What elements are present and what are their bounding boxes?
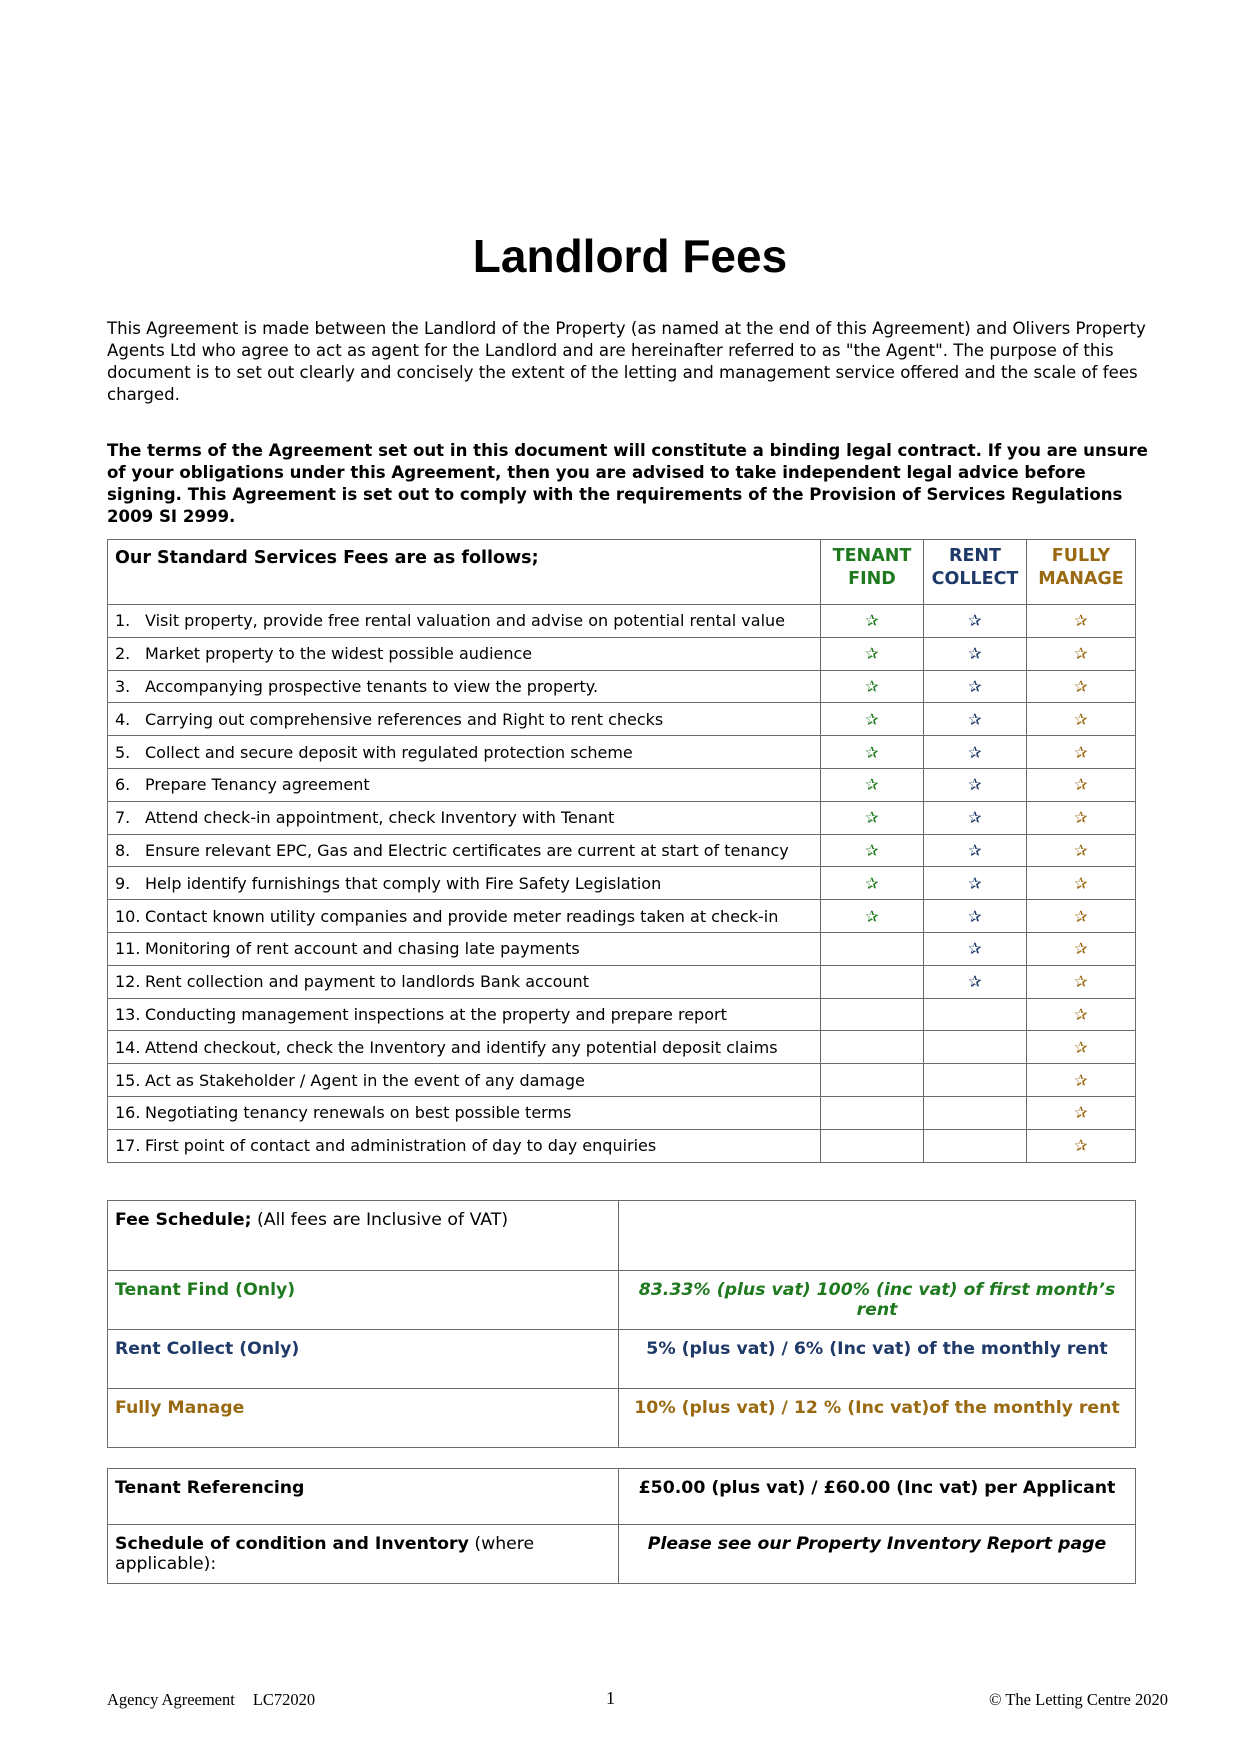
fee-schedule-heading-bold: Fee Schedule;: [115, 1210, 252, 1230]
fee-label-tenant-find: Tenant Find (Only): [108, 1271, 619, 1330]
services-header-row: [108, 540, 1136, 605]
cell-rent-collect: [924, 637, 1027, 670]
cell-rent-collect: [924, 998, 1027, 1031]
star-icon: ✰: [968, 742, 982, 762]
fee-schedule-heading-note: (All fees are Inclusive of VAT): [251, 1210, 509, 1230]
service-number: 13.: [115, 1004, 141, 1024]
service-description: [108, 1129, 821, 1162]
cell-tenant-find: [821, 900, 924, 933]
cell-tenant-find: [821, 1031, 924, 1064]
service-description: [108, 605, 821, 638]
star-icon: ✰: [1074, 808, 1088, 828]
star-icon: ✰: [1074, 840, 1088, 860]
service-text: Conducting management inspections at the property and prepare report: [145, 1004, 727, 1024]
star-icon: ✰: [865, 808, 879, 828]
service-row: [108, 637, 1136, 670]
fee-schedule-table: [107, 1200, 1136, 1448]
cell-rent-collect: [924, 1031, 1027, 1064]
cell-rent-collect: [924, 900, 1027, 933]
service-row: [108, 867, 1136, 900]
cell-fully-manage: [1027, 834, 1136, 867]
star-icon: ✰: [865, 775, 879, 795]
star-icon: ✰: [968, 906, 982, 926]
cell-tenant-find: [821, 605, 924, 638]
cell-tenant-find: [821, 670, 924, 703]
footer-doc-code: LC72020: [252, 1690, 316, 1709]
service-number: 10.: [115, 906, 141, 926]
star-icon: ✰: [1074, 1037, 1088, 1057]
service-row: [108, 965, 1136, 998]
service-row: [108, 801, 1136, 834]
service-text: Market property to the widest possible audience: [145, 644, 533, 664]
cell-fully-manage: [1027, 867, 1136, 900]
inventory-label: [108, 1525, 619, 1584]
star-icon: ✰: [865, 611, 879, 631]
cell-tenant-find: [821, 1096, 924, 1129]
referencing-label: Tenant Referencing: [108, 1469, 619, 1525]
service-number: 2.: [115, 644, 131, 664]
star-icon: ✰: [968, 840, 982, 860]
service-description: [108, 998, 821, 1031]
cell-tenant-find: [821, 834, 924, 867]
terms-paragraph: The terms of the Agreement set out in this document will constitute a binding legal contract. If you are unsure of your obligations under this Agreement, then you are advised to take independent legal advice before signing. This Agreement is set out to comply with the requirements of the Provision of Services Regulations 2009 SI 2999.: [107, 441, 1148, 526]
service-row: [108, 670, 1136, 703]
fee-value-tenant-find: 83.33% (plus vat) 100% (inc vat) of first month’s rent: [619, 1271, 1136, 1330]
extra-fees-table: [107, 1468, 1136, 1584]
service-number: 17.: [115, 1136, 141, 1156]
star-icon: ✰: [865, 873, 879, 893]
cell-fully-manage: [1027, 801, 1136, 834]
service-description: [108, 867, 821, 900]
col-rent-collect: [924, 540, 1027, 605]
fee-value-fully-manage: 10% (plus vat) / 12 % (Inc vat)of the monthly rent: [619, 1389, 1136, 1448]
service-description: [108, 801, 821, 834]
service-number: 7.: [115, 808, 131, 828]
page-title: Landlord Fees: [472, 230, 788, 282]
fee-schedule-header-row: [108, 1201, 1136, 1271]
service-text: Attend checkout, check the Inventory and identify any potential deposit claims: [145, 1037, 778, 1057]
star-icon: ✰: [1074, 742, 1088, 762]
cell-tenant-find: [821, 637, 924, 670]
star-icon: ✰: [865, 644, 879, 664]
star-icon: ✰: [865, 840, 879, 860]
star-icon: ✰: [1074, 676, 1088, 696]
col-fully-manage-line1: FULLY: [1051, 546, 1111, 566]
star-icon: ✰: [1074, 1136, 1088, 1156]
cell-fully-manage: [1027, 637, 1136, 670]
star-icon: ✰: [1074, 873, 1088, 893]
cell-rent-collect: [924, 801, 1027, 834]
star-icon: ✰: [1074, 644, 1088, 664]
referencing-value: £50.00 (plus vat) / £60.00 (Inc vat) per Applicant: [619, 1469, 1136, 1525]
service-number: 1.: [115, 611, 131, 631]
cell-tenant-find: [821, 736, 924, 769]
service-description: [108, 965, 821, 998]
service-row: [108, 1031, 1136, 1064]
services-table: [107, 539, 1136, 1163]
service-text: Act as Stakeholder / Agent in the event of any damage: [145, 1070, 585, 1090]
fee-row-fully-manage: [108, 1389, 1136, 1448]
star-icon: ✰: [865, 742, 879, 762]
star-icon: ✰: [1074, 906, 1088, 926]
star-icon: ✰: [1074, 972, 1088, 992]
cell-rent-collect: [924, 703, 1027, 736]
star-icon: ✰: [968, 775, 982, 795]
service-description: [108, 703, 821, 736]
service-row: [108, 703, 1136, 736]
service-text: Rent collection and payment to landlords Bank account: [145, 972, 589, 992]
cell-tenant-find: [821, 867, 924, 900]
service-description: [108, 900, 821, 933]
service-number: 6.: [115, 775, 131, 795]
intro-paragraph: This Agreement is made between the Landlord of the Property (as named at the end of this Agreement) and Olivers Property Agents Ltd who agree to act as agent for the Landlord and are hereinafter referred to as "the Agent". The purpose of this document is to set out clearly and concisely the extent of the letting and management service offered and the scale of fees charged.: [107, 319, 1146, 404]
service-number: 14.: [115, 1037, 141, 1057]
service-number: 12.: [115, 972, 141, 992]
cell-fully-manage: [1027, 1096, 1136, 1129]
cell-rent-collect: [924, 736, 1027, 769]
cell-fully-manage: [1027, 1064, 1136, 1097]
service-description: [108, 1064, 821, 1097]
service-row: [108, 1129, 1136, 1162]
inventory-value: Please see our Property Inventory Report page: [619, 1525, 1136, 1584]
col-fully-manage: [1027, 540, 1136, 605]
service-text: Negotiating tenancy renewals on best possible terms: [145, 1103, 572, 1123]
service-description: [108, 736, 821, 769]
service-number: 16.: [115, 1103, 141, 1123]
service-text: Prepare Tenancy agreement: [145, 775, 370, 795]
service-row: [108, 834, 1136, 867]
star-icon: ✰: [968, 939, 982, 959]
cell-rent-collect: [924, 670, 1027, 703]
service-row: [108, 932, 1136, 965]
cell-tenant-find: [821, 1129, 924, 1162]
cell-fully-manage: [1027, 703, 1136, 736]
cell-rent-collect: [924, 1096, 1027, 1129]
cell-tenant-find: [821, 768, 924, 801]
star-icon: ✰: [968, 873, 982, 893]
cell-fully-manage: [1027, 605, 1136, 638]
star-icon: ✰: [1074, 775, 1088, 795]
footer-page-number: 1: [606, 1688, 615, 1708]
service-text: Carrying out comprehensive references and Right to rent checks: [145, 709, 664, 729]
star-icon: ✰: [968, 709, 982, 729]
service-number: 5.: [115, 742, 131, 762]
fee-label-rent-collect: Rent Collect (Only): [108, 1330, 619, 1389]
cell-rent-collect: [924, 834, 1027, 867]
service-number: 4.: [115, 709, 131, 729]
inventory-label-note: (where applicable):: [115, 1534, 535, 1574]
cell-rent-collect: [924, 932, 1027, 965]
service-row: [108, 605, 1136, 638]
service-number: 15.: [115, 1070, 141, 1090]
cell-rent-collect: [924, 867, 1027, 900]
service-number: 9.: [115, 873, 131, 893]
star-icon: ✰: [968, 676, 982, 696]
fee-schedule-empty-cell: [619, 1201, 1136, 1271]
cell-rent-collect: [924, 605, 1027, 638]
service-text: Contact known utility companies and provide meter readings taken at check-in: [145, 906, 779, 926]
service-text: Visit property, provide free rental valuation and advise on potential rental value: [145, 611, 785, 631]
footer-left: [107, 1690, 315, 1710]
cell-tenant-find: [821, 1064, 924, 1097]
service-description: [108, 768, 821, 801]
service-text: Help identify furnishings that comply with Fire Safety Legislation: [145, 873, 662, 893]
cell-fully-manage: [1027, 965, 1136, 998]
service-description: [108, 932, 821, 965]
fee-label-fully-manage: Fully Manage: [108, 1389, 619, 1448]
service-description: [108, 670, 821, 703]
fee-value-rent-collect: 5% (plus vat) / 6% (Inc vat) of the monthly rent: [619, 1330, 1136, 1389]
service-text: Monitoring of rent account and chasing late payments: [145, 939, 580, 959]
star-icon: ✰: [865, 709, 879, 729]
cell-fully-manage: [1027, 768, 1136, 801]
col-rent-collect-line1: RENT: [948, 546, 1001, 566]
service-row: [108, 736, 1136, 769]
star-icon: ✰: [968, 611, 982, 631]
cell-tenant-find: [821, 932, 924, 965]
service-number: 8.: [115, 840, 131, 860]
cell-fully-manage: [1027, 670, 1136, 703]
cell-rent-collect: [924, 965, 1027, 998]
star-icon: ✰: [1074, 1070, 1088, 1090]
service-description: [108, 637, 821, 670]
service-text: Attend check-in appointment, check Inventory with Tenant: [145, 808, 615, 828]
cell-fully-manage: [1027, 932, 1136, 965]
cell-rent-collect: [924, 1064, 1027, 1097]
star-icon: ✰: [968, 644, 982, 664]
cell-rent-collect: [924, 1129, 1027, 1162]
services-caption: Our Standard Services Fees are as follows;: [108, 540, 821, 605]
service-row: [108, 1064, 1136, 1097]
fee-schedule-heading: [108, 1201, 619, 1271]
cell-fully-manage: [1027, 1129, 1136, 1162]
star-icon: ✰: [1074, 1004, 1088, 1024]
services-body: [108, 605, 1136, 1163]
service-description: [108, 1096, 821, 1129]
col-fully-manage-line2: MANAGE: [1038, 569, 1124, 589]
extra-row-referencing: [108, 1469, 1136, 1525]
cell-fully-manage: [1027, 998, 1136, 1031]
service-text: Accompanying prospective tenants to view the property.: [145, 676, 599, 696]
cell-tenant-find: [821, 703, 924, 736]
star-icon: ✰: [968, 808, 982, 828]
inventory-label-bold: Schedule of condition and Inventory: [115, 1534, 469, 1554]
cell-fully-manage: [1027, 1031, 1136, 1064]
col-tenant-find-line2: FIND: [848, 569, 896, 589]
fee-row-rent-collect: [108, 1330, 1136, 1389]
cell-tenant-find: [821, 801, 924, 834]
star-icon: ✰: [1074, 939, 1088, 959]
extra-row-inventory: [108, 1525, 1136, 1584]
service-row: [108, 1096, 1136, 1129]
service-description: [108, 1031, 821, 1064]
col-tenant-find: [821, 540, 924, 605]
star-icon: ✰: [1074, 611, 1088, 631]
service-row: [108, 900, 1136, 933]
service-number: 3.: [115, 676, 131, 696]
service-number: 11.: [115, 939, 141, 959]
col-tenant-find-line1: TENANT: [832, 546, 912, 566]
service-row: [108, 768, 1136, 801]
star-icon: ✰: [865, 906, 879, 926]
star-icon: ✰: [865, 676, 879, 696]
cell-fully-manage: [1027, 900, 1136, 933]
service-description: [108, 834, 821, 867]
service-text: Ensure relevant EPC, Gas and Electric certificates are current at start of tenancy: [145, 840, 789, 860]
star-icon: ✰: [968, 972, 982, 992]
service-row: [108, 998, 1136, 1031]
cell-tenant-find: [821, 965, 924, 998]
service-text: Collect and secure deposit with regulated protection scheme: [145, 742, 633, 762]
fee-row-tenant-find: [108, 1271, 1136, 1330]
cell-fully-manage: [1027, 736, 1136, 769]
cell-tenant-find: [821, 998, 924, 1031]
footer-doc-name: Agency Agreement: [107, 1690, 235, 1709]
col-rent-collect-line2: COLLECT: [931, 569, 1019, 589]
cell-rent-collect: [924, 768, 1027, 801]
footer-copyright: © The Letting Centre 2020: [988, 1690, 1168, 1709]
star-icon: ✰: [1074, 1103, 1088, 1123]
service-text: First point of contact and administration of day to day enquiries: [145, 1136, 657, 1156]
star-icon: ✰: [1074, 709, 1088, 729]
